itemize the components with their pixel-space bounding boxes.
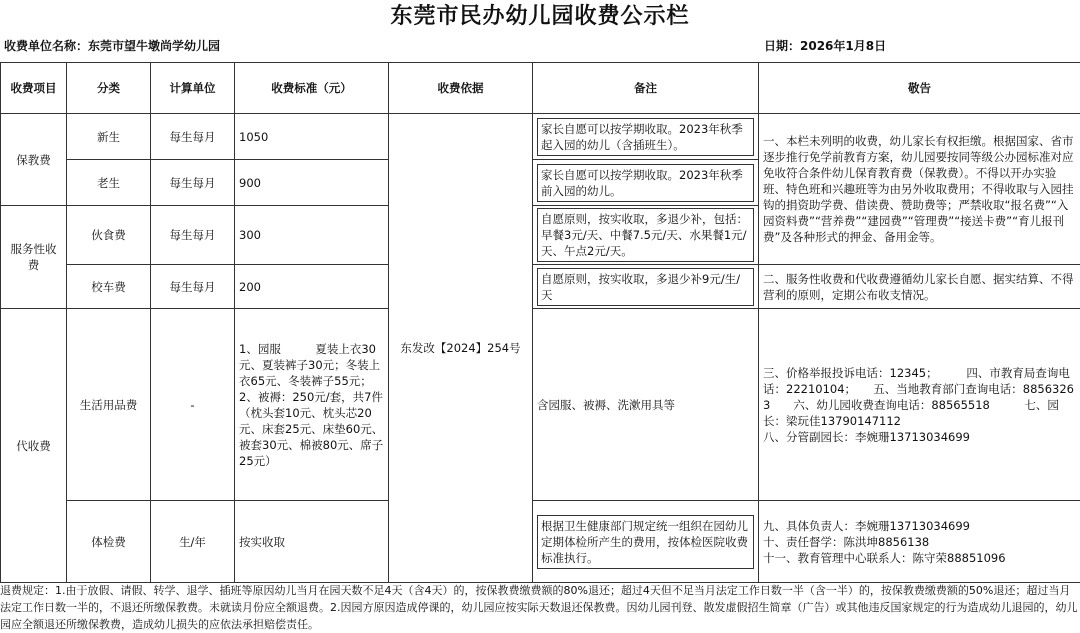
note-bus xyxy=(533,265,759,309)
amount-new: 1050 xyxy=(235,114,389,160)
col-header-unit: 计算单位 xyxy=(151,63,235,114)
category-baojiao: 保教费 xyxy=(1,114,67,206)
table-row xyxy=(1,114,1080,160)
col-header-basis: 收费依据 xyxy=(389,63,533,114)
notice-11: 十一、教育管理中心联系人：陈守荣88851096 xyxy=(763,550,1006,565)
type-old: 老生 xyxy=(67,160,151,206)
amount-bus: 200 xyxy=(235,265,389,309)
note-bus-text: 自愿原则，按实收取，多退少补9元/生/天 xyxy=(537,268,754,306)
unit-goods: - xyxy=(151,309,235,501)
type-new: 新生 xyxy=(67,114,151,160)
note-old xyxy=(533,160,759,206)
fee-table xyxy=(0,62,1080,583)
col-header-notice: 敬告 xyxy=(759,63,1080,114)
notice-3-8 xyxy=(759,309,1080,501)
note-goods: 含园服、被褥、洗漱用具等 xyxy=(533,309,759,501)
note-meal xyxy=(533,206,759,265)
note-meal-text: 自愿原则，按实收取，多退少补，包括：早餐3元/天、中餐7.5元/天、水果餐1元/天、午点2元/天。 xyxy=(537,208,754,262)
unit-old: 每生每月 xyxy=(151,160,235,206)
unit-bus: 每生每月 xyxy=(151,265,235,309)
notice-8: 八、分管副园长：李婉珊13713034699 xyxy=(763,429,970,444)
note-exam-text: 根据卫生健康部门规定统一组织在园幼儿定期体检所产生的费用，按体检医院收费标准执行。 xyxy=(537,515,754,569)
category-service: 服务性收费 xyxy=(1,206,67,309)
category-agent: 代收费 xyxy=(1,309,67,583)
note-new-text: 家长自愿可以按学期收取。2023年秋季起入园的幼儿（含插班生）。 xyxy=(537,118,754,156)
table-header-row xyxy=(1,63,1080,114)
col-header-remark: 备注 xyxy=(533,63,759,114)
amount-goods: 1、园服 夏装上衣30元、夏装裤子30元；冬装上衣65元、冬装裤子55元； 2、被褥：250元/套，共7件（枕头套10元、枕头芯20元、床套25元、床垫60元、被套30元、棉被80元、席子25元） xyxy=(235,309,389,501)
notice-2: 二、服务性收费和代收费遵循幼儿家长自愿、据实结算、不得营利的原则，定期公布收支情况。 xyxy=(759,265,1080,309)
col-header-type: 分类 xyxy=(67,63,151,114)
unit-new: 每生每月 xyxy=(151,114,235,160)
notice-date: 日期：2026年1月8日 xyxy=(764,39,887,53)
page-title: 东莞市民办幼儿园收费公示栏 xyxy=(390,4,690,29)
amount-meal: 300 xyxy=(235,206,389,265)
unit-meal: 每生每月 xyxy=(151,206,235,265)
amount-exam: 按实收取 xyxy=(235,501,389,583)
notice-3: 三、价格举报投诉电话：12345； 四、市教育局查询电话：22210104； 五、当地教育部门查询电话：88563263 六、幼儿园收费查询电话：88565518 七、园长：梁玩佳13790147112 xyxy=(763,365,1074,428)
table-row xyxy=(1,501,1080,583)
notice-1: 一、本栏未列明的收费，幼儿家长有权拒缴。根据国家、省市逐步推行免学前教育方案，幼儿园要按同等级公办园标准对应免收符合条件幼儿保育教育费（保教费）。不得以开办实验班、特色班和兴趣班等为由另外收取费用；不得收取与入园挂钩的捐资助学费、借读费、赞助费等；严禁收取“报名费”“入园资料费”“营养费”“建园费”“管理费”“接送卡费”“育儿报刊费”及各种形式的押金、备用金等。 xyxy=(759,114,1080,265)
col-header-standard: 收费标准（元） xyxy=(235,63,389,114)
note-old-text: 家长自愿可以按学期收取。2023年秋季前入园的幼儿。 xyxy=(537,164,754,202)
fee-basis: 东发改【2024】254号 xyxy=(389,114,533,583)
col-header-item: 收费项目 xyxy=(1,63,67,114)
type-goods: 生活用品费 xyxy=(67,309,151,501)
table-row xyxy=(1,309,1080,501)
refund-rule: 退费规定：1.由于放假、请假、转学、退学、插班等原因幼儿当月在园天数不足4天（含4天）的，按保教费缴费额的80%退还；超过4天但不足当月法定工作日数一半（含一半）的，按保教费缴费额的50%退还；超过当月法定工作日数一半的，不退还所缴保教费。未就读月份应全额退费。2.因园方原因造成停课的，幼儿园应按实际天数退还保教费。因幼儿园刊登、散发虚假招生简章（广告）或其他违反国家规定的行为造成幼儿退园的，幼儿园应全额退还所缴保教费，造成幼儿损失的应依法承担赔偿责任。 xyxy=(0,584,1078,631)
type-bus: 校车费 xyxy=(67,265,151,309)
notice-9: 九、具体负责人：李婉珊13713034699 xyxy=(763,518,970,533)
type-exam: 体检费 xyxy=(67,501,151,583)
note-exam xyxy=(533,501,759,583)
notice-9-11 xyxy=(759,501,1080,583)
unit-exam: 生/年 xyxy=(151,501,235,583)
note-new xyxy=(533,114,759,160)
table-row xyxy=(1,265,1080,309)
unit-name: 收费单位名称：东莞市望牛墩尚学幼儿园 xyxy=(4,39,221,53)
amount-old: 900 xyxy=(235,160,389,206)
notice-10: 十、责任督学：陈洪坤8856138 xyxy=(763,534,930,549)
type-meal: 伙食费 xyxy=(67,206,151,265)
